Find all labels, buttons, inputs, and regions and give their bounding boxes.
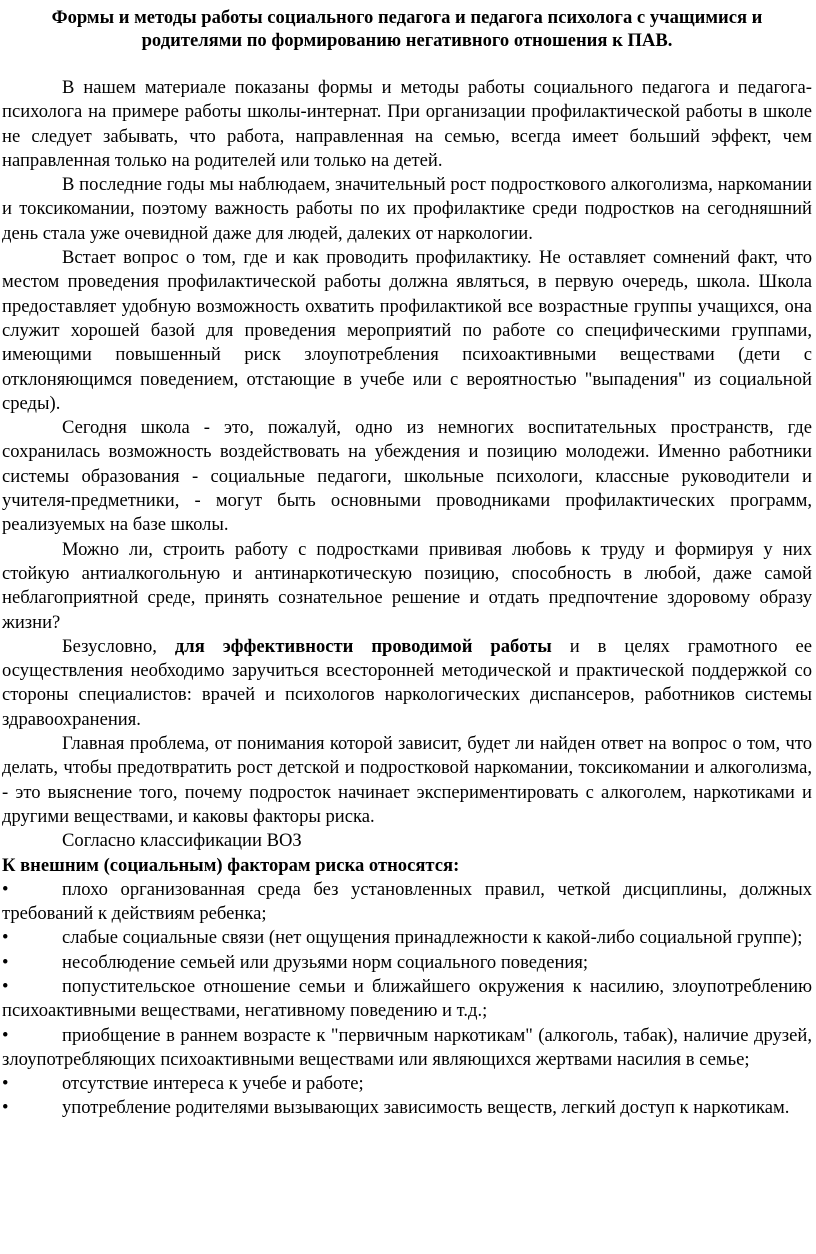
paragraph-intro: В нашем материале показаны формы и методы работы социального педагога и педагога-психолога на примере работы школы-интернат. При организации профилактической работы в школе не следует забывать, что работа, направленная на семью, всегда имеет больший эффект, чем направленная только на родителей или только на детей. xyxy=(2,77,812,171)
list-item xyxy=(2,1072,812,1096)
list-item-text: слабые социальные связи (нет ощущения принадлежности к какой-либо социальной группе); xyxy=(62,927,803,949)
bullet-icon: • xyxy=(2,1073,9,1095)
list-item xyxy=(2,951,812,975)
list-item-text: отсутствие интереса к учебе и работе; xyxy=(62,1073,364,1095)
bullet-icon: • xyxy=(2,927,9,949)
support-text-end: и в целях грамотного ее осуществления необходимо заручиться всесторонней методической и практической поддержкой со стороны специалистов: врачей и психологов наркологических диспансеров, работников системы здравоохранения. xyxy=(2,635,813,730)
list-item xyxy=(2,878,812,927)
paragraph-who-classification: Согласно классификации ВОЗ xyxy=(62,830,302,852)
paragraph-growth: В последние годы мы наблюдаем, значительный рост подросткового алкоголизма, наркомании и токсикомании, поэтому важность работы по их профилактике среди подростков на сегодняшний день стала уже очевидной даже для людей, далеких от наркологии. xyxy=(2,174,812,244)
list-item xyxy=(2,975,812,1024)
list-item-text: употребление родителями вызывающих зависимость веществ, легкий доступ к наркотикам. xyxy=(62,1097,790,1119)
list-item-text: несоблюдение семьей или друзьями норм социального поведения; xyxy=(62,951,589,973)
list-item-text: попустительское отношение семьи и ближайшего окружения к насилию, злоупотреблению психоактивными веществами, негативному поведению и т.д.; xyxy=(2,975,812,1022)
bullet-icon: • xyxy=(2,975,9,997)
support-bold-text: для эффективности проводимой работы xyxy=(174,635,552,657)
list-item-text: плохо организованная среда без установленных правил, четкой дисциплины, должных требований к действиям ребенка; xyxy=(2,878,812,925)
list-item xyxy=(2,1024,812,1073)
list-item xyxy=(2,926,812,950)
bullet-icon: • xyxy=(2,1097,9,1119)
document-title: Формы и методы работы социального педагога и педагога психолога с учащимися и родителями по формированию негативного отношения к ПАВ. xyxy=(51,7,763,51)
paragraph-support xyxy=(2,635,812,732)
list-item-text: приобщение в раннем возрасте к "первичным наркотикам" (алкоголь, табак), наличие друзей, злоупотребляющих психоактивными веществами или являющихся жертвами насилия в семье; xyxy=(2,1024,812,1070)
paragraph-main-problem: Главная проблема, от понимания которой зависит, будет ли найден ответ на вопрос о том, что делать, чтобы предотвратить рост детской и подростковой наркомании, токсикомании и алкоголизма, - это выяснение того, почему подросток начинает экспериментировать с алкоголем, наркотиками и другими веществами, и каковы факторы риска. xyxy=(2,733,812,827)
list-item xyxy=(2,1096,812,1120)
factors-heading: К внешним (социальным) факторам риска относятся: xyxy=(2,854,460,876)
bullet-icon: • xyxy=(2,878,9,900)
support-text-start: Безусловно, xyxy=(62,635,175,657)
bullet-icon: • xyxy=(2,951,9,973)
factors-list xyxy=(2,878,812,1121)
paragraph-question: Можно ли, строить работу с подростками прививая любовь к труду и формируя у них стойкую антиалкогольную и антинаркотическую позицию, способность в любой, даже самой неблагоприятной среде, принять сознательное решение и отдать предпочтение здоровому образу жизни? xyxy=(2,538,812,633)
paragraph-where: Встает вопрос о том, где и как проводить профилактику. Не оставляет сомнений факт, что местом проведения профилактической работы должна являться, в первую очередь, школа. Школа предоставляет удобную возможность охватить профилактикой все возрастные группы учащихся, она служит хорошей базой для проведения мероприятий по работе со специфическими группами, имеющими повышенный риск злоупотребления психоактивными веществами (дети с отклоняющимся поведением, отстающие в учебе или с вероятностью "выпадения" из социальной среды). xyxy=(2,247,812,414)
paragraph-school-today: Сегодня школа - это, пожалуй, одно из немногих воспитательных пространств, где сохранилась возможность воздействовать на убеждения и позицию молодежи. Именно работники системы образования - социальные педагоги, школьные психологи, классные руководители и учителя-предметники, - могут быть основными проводниками профилактических программ, реализуемых на базе школы. xyxy=(2,417,812,536)
bullet-icon: • xyxy=(2,1024,9,1046)
